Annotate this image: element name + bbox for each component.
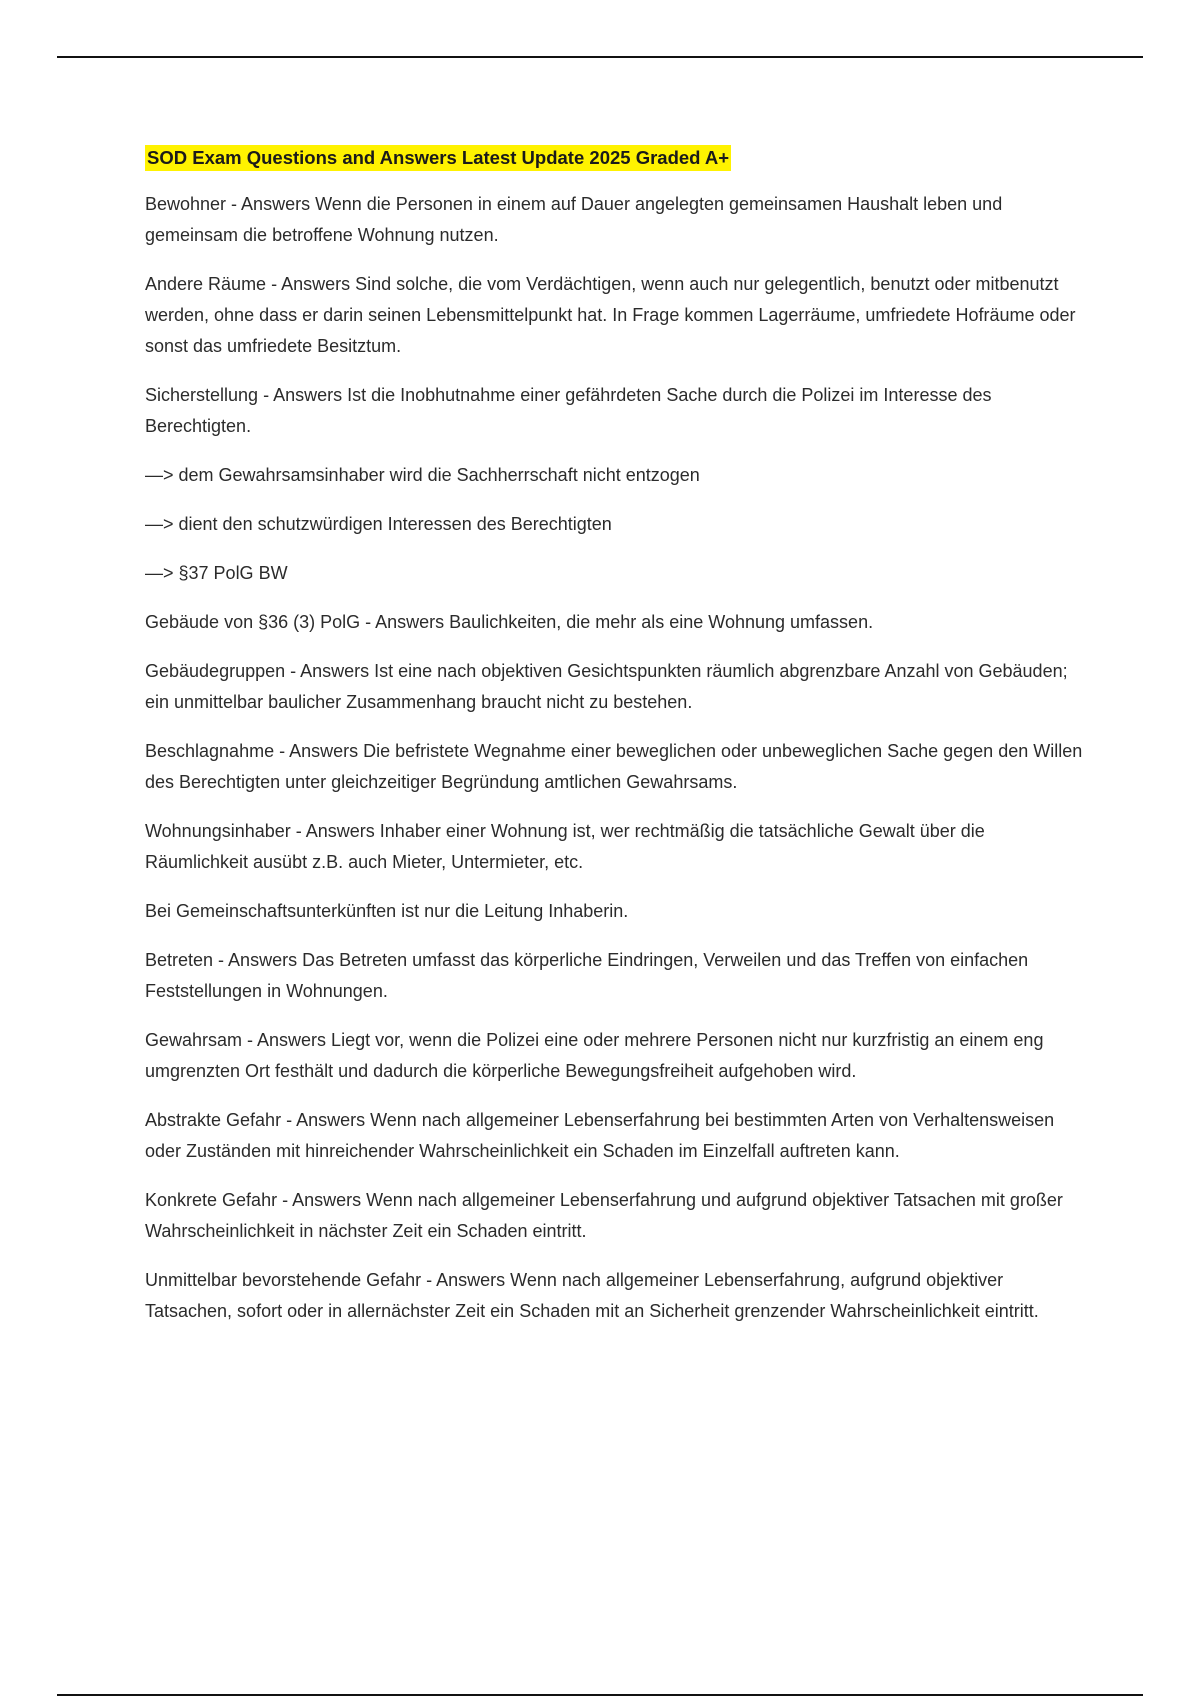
paragraph-bewohner: Bewohner - Answers Wenn die Personen in einem auf Dauer angelegten gemeinsamen Haushalt leben und gemeinsam die betroffene Wohnung nutzen. bbox=[145, 194, 1003, 245]
paragraph-bullet-interessen: —> dient den schutzwürdigen Interessen des Berechtigten bbox=[145, 514, 612, 534]
paragraph-gebaeude: Gebäude von §36 (3) PolG - Answers Baulichkeiten, die mehr als eine Wohnung umfassen. bbox=[145, 612, 874, 632]
paragraph-gemeinschaftsunterkuenfte: Bei Gemeinschaftsunterkünften ist nur die Leitung Inhaberin. bbox=[145, 901, 629, 921]
paragraph-andere-raeume: Andere Räume - Answers Sind solche, die vom Verdächtigen, wenn auch nur gelegentlich, benutzt oder mitbenutzt werden, ohne dass er darin seinen Lebensmittelpunkt hat. In Frage kommen Lagerräume, umfriedete Hofräume oder sonst das umfriedete Besitztum. bbox=[145, 274, 1076, 356]
paragraph-unmittelbare-gefahr: Unmittelbar bevorstehende Gefahr - Answers Wenn nach allgemeiner Lebenserfahrung, aufgrund objektiver Tatsachen, sofort oder in allernächster Zeit ein Schaden mit an Sicherheit grenzender Wahrscheinlichkeit eintritt. bbox=[145, 1270, 1039, 1321]
paragraph-bullet-sachherrschaft: —> dem Gewahrsamsinhaber wird die Sachherrschaft nicht entzogen bbox=[145, 465, 700, 485]
paragraph-konkrete-gefahr: Konkrete Gefahr - Answers Wenn nach allgemeiner Lebenserfahrung und aufgrund objektiver Tatsachen mit großer Wahrscheinlichkeit in nächster Zeit ein Schaden eintritt. bbox=[145, 1190, 1063, 1241]
document-title: SOD Exam Questions and Answers Latest Update 2025 Graded A+ bbox=[145, 145, 731, 171]
paragraph-abstrakte-gefahr: Abstrakte Gefahr - Answers Wenn nach allgemeiner Lebenserfahrung bei bestimmten Arten von Verhaltensweisen oder Zuständen mit hinreichender Wahrscheinlichkeit ein Schaden im Einzelfall auftreten kann. bbox=[145, 1110, 1055, 1161]
footer-rule bbox=[57, 1694, 1143, 1696]
paragraph-gewahrsam: Gewahrsam - Answers Liegt vor, wenn die Polizei eine oder mehrere Personen nicht nur kurzfristig an einem eng umgrenzten Ort festhält und dadurch die körperliche Bewegungsfreiheit aufgehoben wird. bbox=[145, 1030, 1044, 1081]
paragraph-wohnungsinhaber: Wohnungsinhaber - Answers Inhaber einer Wohnung ist, wer rechtmäßig die tatsächliche Gewalt über die Räumlichkeit ausübt z.B. auch Mieter, Untermieter, etc. bbox=[145, 821, 985, 872]
header-rule bbox=[57, 56, 1143, 58]
paragraph-sicherstellung: Sicherstellung - Answers Ist die Inobhutnahme einer gefährdeten Sache durch die Polizei im Interesse des Berechtigten. bbox=[145, 385, 992, 436]
paragraph-beschlagnahme: Beschlagnahme - Answers Die befristete Wegnahme einer beweglichen oder unbeweglichen Sache gegen den Willen des Berechtigten unter gleichzeitiger Begründung amtlichen Gewahrsams. bbox=[145, 741, 1083, 792]
paragraph-gebaeudegruppen: Gebäudegruppen - Answers Ist eine nach objektiven Gesichtspunkten räumlich abgrenzbare Anzahl von Gebäuden; ein unmittelbar baulicher Zusammenhang braucht nicht zu bestehen. bbox=[145, 661, 1068, 712]
paragraph-bullet-polg: —> §37 PolG BW bbox=[145, 563, 288, 583]
document-body bbox=[145, 145, 1085, 1345]
paragraph-betreten: Betreten - Answers Das Betreten umfasst das körperliche Eindringen, Verweilen und das Treffen von einfachen Feststellungen in Wohnungen. bbox=[145, 950, 1029, 1001]
